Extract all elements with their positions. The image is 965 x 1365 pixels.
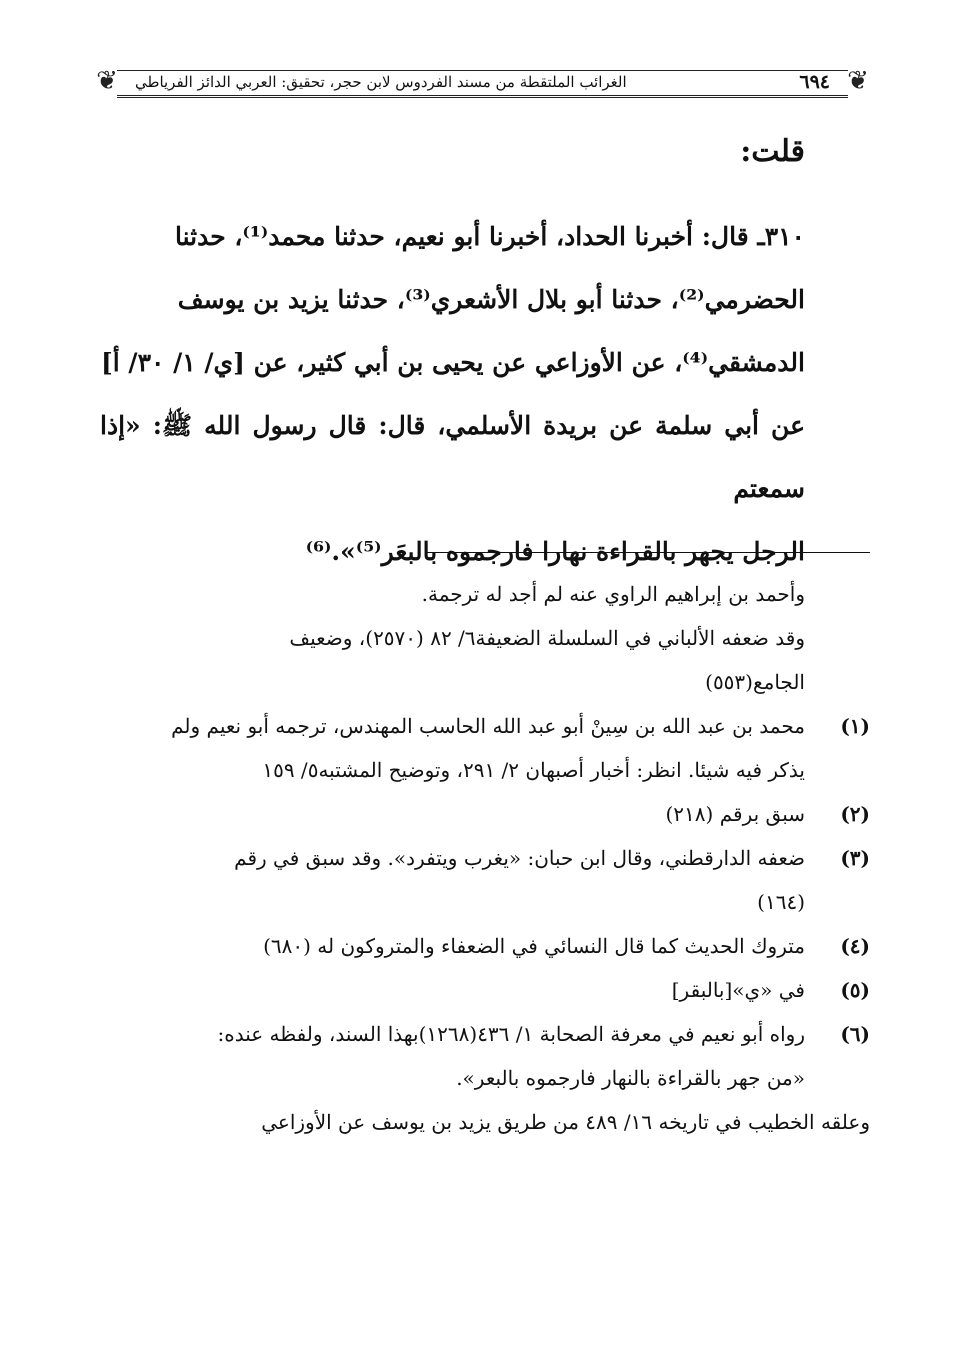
footnote-item [100,704,870,792]
footnotes [100,572,870,1144]
footnote-continuation: الجامع(٥٥٣) [705,670,805,694]
footnote-number: (٢) [840,802,870,826]
footnote-item [100,836,870,924]
footnote-number: (١) [840,714,870,738]
footnote-body [100,968,805,1012]
floral-ornament-icon: ❦ [96,66,118,96]
footnote-line: متروك الحديث كما قال النسائي في الضعفاء والمتروكون له (٦٨٠) [263,934,805,958]
footnote-line: رواه أبو نعيم في معرفة الصحابة ١/ ٤٣٦(١٢٦٨)بهذا السند، ولفظه عنده: [217,1022,805,1046]
footnote-body [100,1012,805,1100]
footnote-line: يذكر فيه شيئا. انظر: أخبار أصبهان ٢/ ٢٩١، وتوضيح المشتبه٥/ ١٥٩ [262,758,805,782]
running-title: الغرائب الملتقطة من مسند الفردوس لابن حجر، تحقيق: العربي الدائز الفرياطي [135,73,627,91]
section-heading: قلت: [740,134,805,169]
footnote-body [100,836,805,924]
footnote-item [100,792,870,836]
footnote-number: (٦) [840,1022,870,1046]
footnote-item [100,1012,870,1100]
hadith-text [100,205,805,583]
page-number: ٦٩٤ [799,71,830,93]
hadith-line: ٣١٠ـ قال: أخبرنا الحداد، أخبرنا أبو نعيم، حدثنا محمد⁽¹⁾، حدثنا [174,222,805,251]
footnote-line: محمد بن عبد الله بن سِينْ أبو عبد الله الحاسب المهندس، ترجمه أبو نعيم ولم [171,714,805,738]
hadith-line: الدمشقي⁽⁴⁾، عن الأوزاعي عن يحيى بن أبي كثير، عن [ي/ ١/ ٣٠/ أ] [100,348,805,377]
footnote-number: (٣) [840,846,870,870]
footnote-line: (١٦٤) [757,890,805,914]
footnote-line: وعلقه الخطيب في تاريخه ١٦/ ٤٨٩ من طريق يزيد بن يوسف عن الأوزاعي [261,1110,870,1134]
footnote-continuation: وقد ضعفه الألباني في السلسلة الضعيفة٦/ ٨٢ (٢٥٧٠)، وضعيف [289,626,805,650]
footnote-line: ضعفه الدارقطني، وقال ابن حبان: «يغرب ويتفرد». وقد سبق في رقم [234,846,805,870]
footnote-divider [425,552,870,553]
hadith-line: عن أبي سلمة عن بريدة الأسلمي، قال: قال رسول الله ﷺ: «إذا سمعتم [100,411,805,503]
footnote-item [100,924,870,968]
footnote-item [100,968,870,1012]
footnote-line: «من جهر بالقراءة بالنهار فارجموه بالبعر». [456,1066,805,1090]
footnote-number: (٥) [840,978,870,1002]
footnote-body [100,792,805,836]
page-header [95,62,870,102]
footnote-body [100,924,805,968]
footnote-body [100,704,805,792]
footnote-number: (٤) [840,934,870,958]
footnote-line: سبق برقم (٢١٨) [665,802,805,826]
hadith-line: الرجل يجهر بالقراءة نهارا فارجموه بالبعَر⁽⁵⁾».⁽⁶⁾ [305,537,805,566]
floral-ornament-icon: ❦ [847,66,869,96]
footnote-continuation: وأحمد بن إبراهيم الراوي عنه لم أجد له ترجمة. [421,582,805,606]
footnote-line: في «ي»[بالبقر] [671,978,805,1002]
hadith-line: الحضرمي⁽²⁾، حدثنا أبو بلال الأشعري⁽³⁾، حدثنا يزيد بن يوسف [177,285,805,314]
